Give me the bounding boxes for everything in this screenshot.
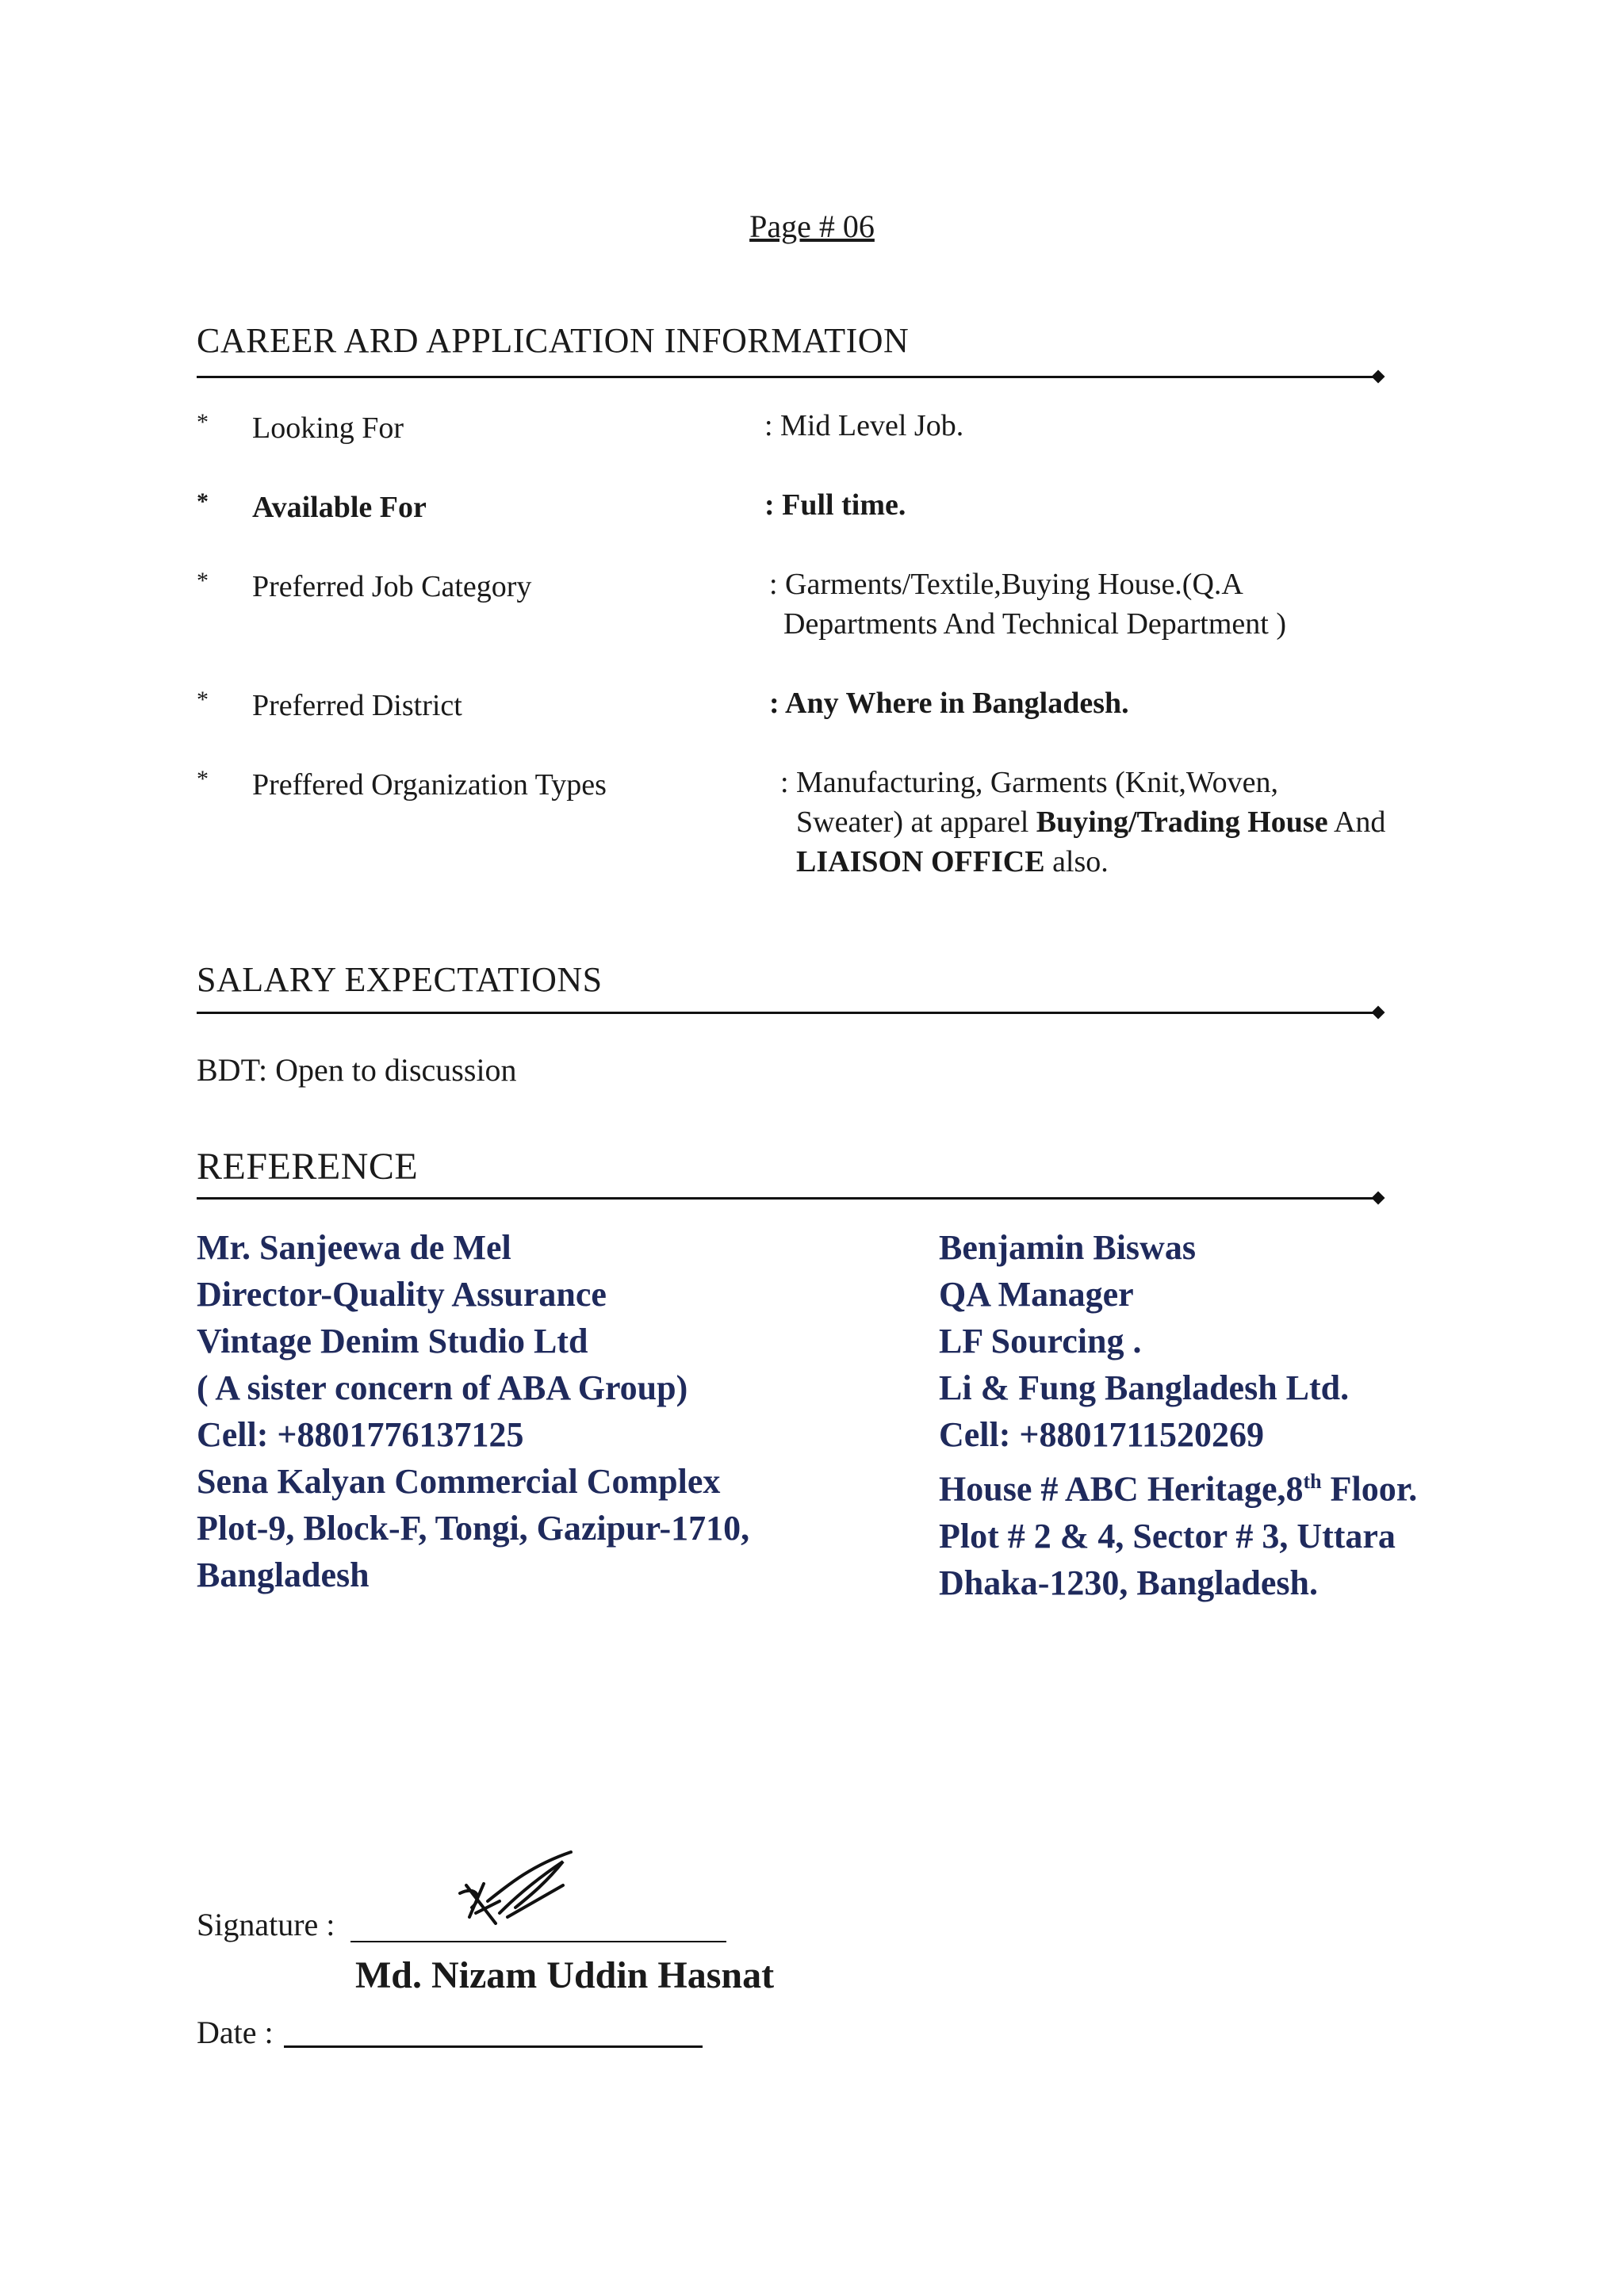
salary-divider <box>197 1012 1378 1014</box>
address-text: House # ABC Heritage,8 <box>939 1469 1304 1509</box>
ref-address-2: Plot-9, Block-F, Tongi, Gazipur-1710, <box>197 1509 750 1548</box>
ref-address-3: Dhaka-1230, Bangladesh. <box>939 1563 1319 1602</box>
ref-title: QA Manager <box>939 1275 1134 1314</box>
row-label: Preferred District <box>252 689 462 722</box>
row-value-line-3 <box>796 842 1109 882</box>
row-value-line-2 <box>796 802 1385 842</box>
page-number: Page # 06 <box>749 209 875 244</box>
career-divider <box>197 376 1378 378</box>
ref-company: Vintage Denim Studio Ltd <box>197 1322 588 1360</box>
bullet-marker: * <box>197 409 209 435</box>
ref-address-1 <box>939 1458 1417 1513</box>
value-bold-text: LIAISON OFFICE <box>796 845 1045 878</box>
date-line <box>284 2045 703 2048</box>
bullet-marker: * <box>197 766 209 792</box>
ref-company: LF Sourcing . <box>939 1322 1142 1360</box>
ref-company-note: ( A sister concern of ABA Group) <box>197 1368 688 1407</box>
value-text: Sweater) at apparel <box>796 806 1036 839</box>
row-label: Preferred Job Category <box>252 570 532 603</box>
row-value-line-1: : Manufacturing, Garments (Knit,Woven, <box>780 766 1279 799</box>
signature-label: Signature : <box>197 1907 335 1942</box>
ref-phone: Cell: +8801776137125 <box>197 1415 524 1454</box>
salary-heading: SALARY EXPECTATIONS <box>197 960 603 999</box>
handwritten-signature-image <box>452 1838 579 1933</box>
ref-address-1: Sena Kalyan Commercial Complex <box>197 1462 721 1501</box>
reference-divider <box>197 1197 1378 1200</box>
row-value-line-1: : Garments/Textile,Buying House.(Q.A <box>769 568 1243 601</box>
row-value: : Any Where in Bangladesh. <box>769 687 1129 720</box>
reference-heading: REFERENCE <box>197 1146 419 1188</box>
value-bold-text: Buying/Trading House <box>1036 806 1328 839</box>
row-value: : Full time. <box>764 488 906 522</box>
bullet-marker: * <box>197 568 209 594</box>
reference-right <box>939 1224 1417 1606</box>
ref-name: Mr. Sanjeewa de Mel <box>197 1228 511 1267</box>
signatory-name: Md. Nizam Uddin Hasnat <box>355 1954 775 1996</box>
row-value-line-2: Departments And Technical Department ) <box>783 607 1286 641</box>
address-text: Floor. <box>1321 1469 1418 1509</box>
career-heading: CAREER ARD APPLICATION INFORMATION <box>197 321 910 360</box>
ref-title: Director-Quality Assurance <box>197 1275 607 1314</box>
row-label: Preffered Organization Types <box>252 768 607 802</box>
salary-text: BDT: Open to discussion <box>197 1052 517 1088</box>
date-label: Date : <box>197 2015 274 2050</box>
ref-address-2: Plot # 2 & 4, Sector # 3, Uttara <box>939 1516 1396 1556</box>
bullet-marker: * <box>197 488 209 515</box>
ref-phone: Cell: +8801711520269 <box>939 1415 1265 1454</box>
value-text: also. <box>1044 845 1109 878</box>
row-value: : Mid Level Job. <box>764 409 964 442</box>
ordinal-suffix: th <box>1303 1470 1322 1493</box>
ref-name: Benjamin Biswas <box>939 1228 1196 1267</box>
value-text: And <box>1327 806 1386 839</box>
row-label: Looking For <box>252 411 404 445</box>
ref-company-2: Li & Fung Bangladesh Ltd. <box>939 1368 1350 1407</box>
reference-left <box>197 1224 749 1598</box>
row-label: Available For <box>252 491 427 524</box>
signature-line <box>350 1941 726 1942</box>
ref-address-3: Bangladesh <box>197 1556 370 1594</box>
bullet-marker: * <box>197 687 209 713</box>
